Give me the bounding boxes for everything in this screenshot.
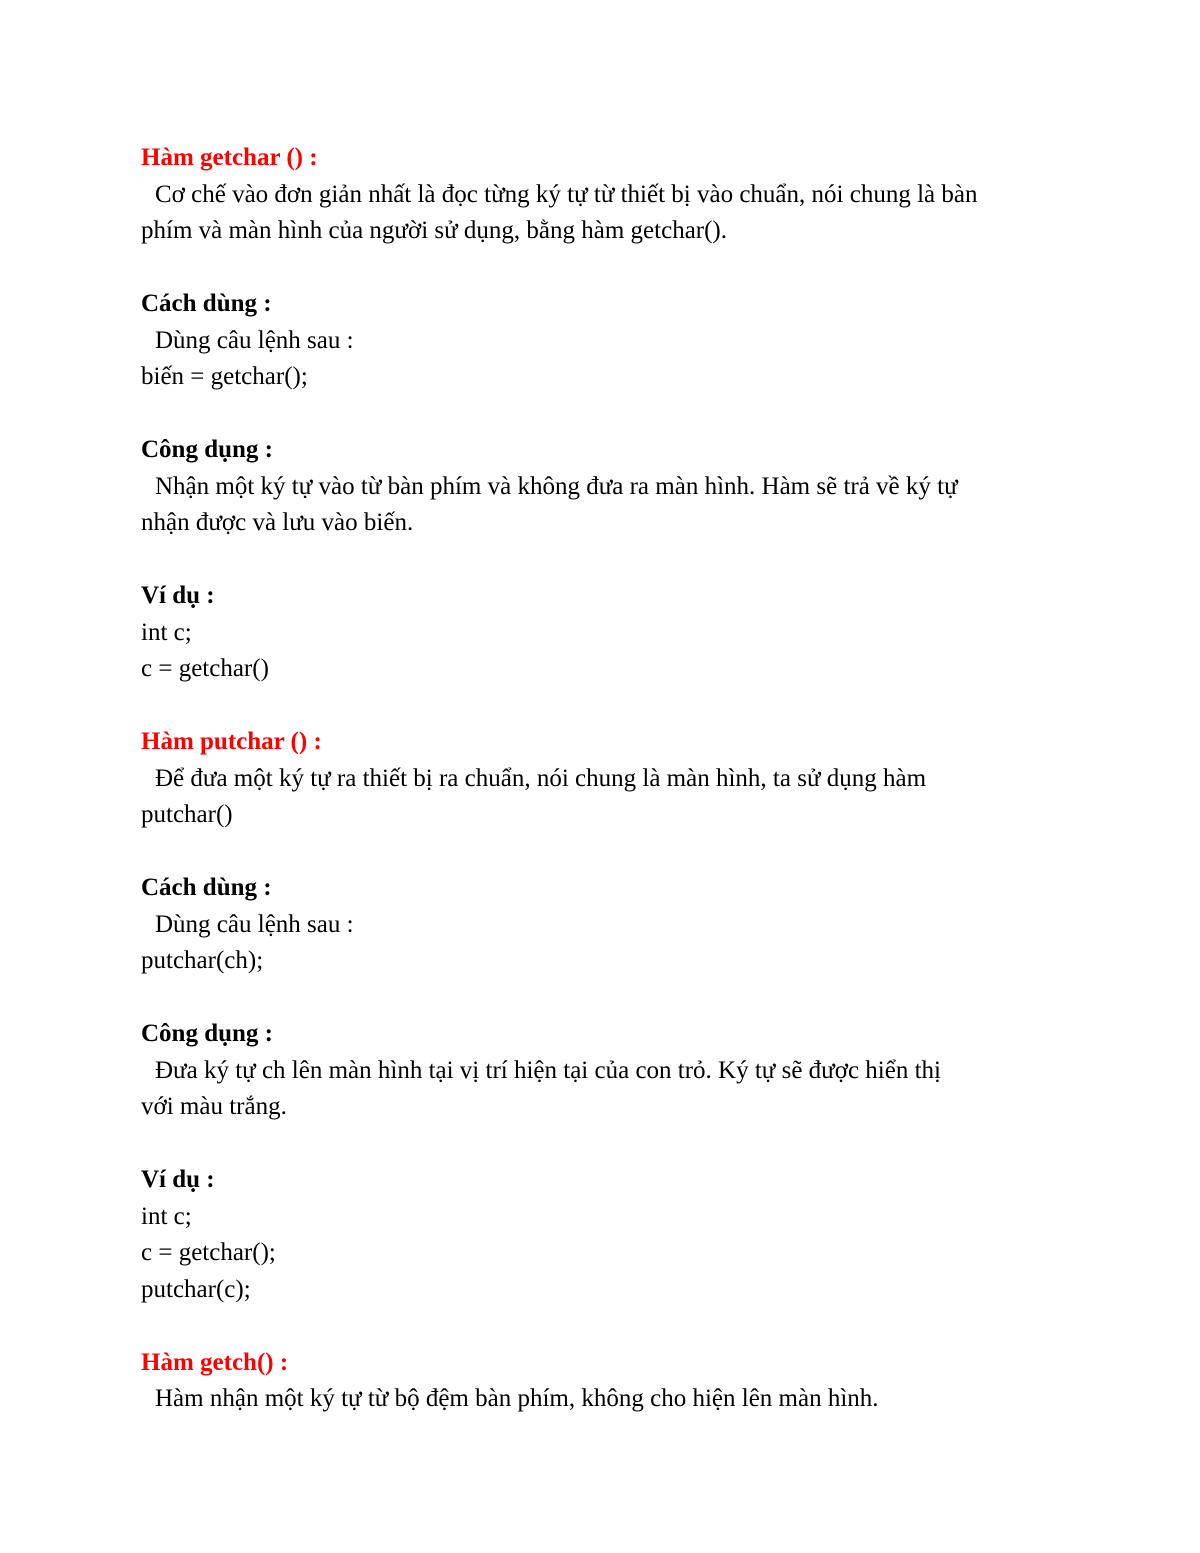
- section-putchar-example-title: Ví dụ :: [141, 1166, 215, 1193]
- spacer: [141, 542, 1081, 579]
- section-getchar-example-title: Ví dụ :: [141, 582, 215, 609]
- spacer: [141, 1308, 1081, 1345]
- section-getchar-usage-code: biến = getchar();: [141, 363, 308, 390]
- section-putchar-usage-code: putchar(ch);: [141, 947, 264, 974]
- section-getchar-purpose-title: Công dụng :: [141, 436, 273, 463]
- spacer: [141, 980, 1081, 1017]
- spacer: [141, 688, 1081, 725]
- section-getchar-purpose-line-2: nhận được và lưu vào biến.: [141, 509, 414, 536]
- section-getchar-example-line-1: int c;: [141, 618, 192, 646]
- section-putchar-example-line-2: c = getchar();: [141, 1239, 276, 1266]
- section-getchar-usage-line-1: Dùng câu lệnh sau :: [155, 326, 354, 354]
- section-putchar-example-line-3: putchar(c);: [141, 1275, 251, 1303]
- spacer: [141, 1126, 1081, 1163]
- section-getchar-title: Hàm getchar () :: [141, 144, 318, 171]
- spacer: [141, 834, 1081, 871]
- section-putchar-usage-line-1: Dùng câu lệnh sau :: [155, 910, 354, 938]
- section-getchar-purpose-line-1: Nhận một ký tự vào từ bàn phím và không đưa ra màn hình. Hàm sẽ trả về ký tự: [155, 472, 958, 500]
- section-putchar-intro-line-1: Để đưa một ký tự ra thiết bị ra chuẩn, nói chung là màn hình, ta sử dụng hàm: [155, 764, 927, 792]
- section-getchar-usage-title: Cách dùng :: [141, 290, 272, 317]
- section-getch-title: Hàm getch() :: [141, 1348, 289, 1376]
- section-putchar-example-line-1: int c;: [141, 1202, 192, 1230]
- section-putchar-purpose-title: Công dụng :: [141, 1020, 273, 1047]
- document-page: [141, 140, 1081, 1418]
- section-putchar-purpose-line-1: Đưa ký tự ch lên màn hình tại vị trí hiện tại của con trỏ. Ký tự sẽ được hiển thị: [155, 1056, 941, 1084]
- spacer: [141, 396, 1081, 433]
- section-getchar-example-line-2: c = getchar(): [141, 655, 269, 682]
- spacer: [141, 250, 1081, 287]
- section-getch-intro-line-1: Hàm nhận một ký tự từ bộ đệm bàn phím, không cho hiện lên màn hình.: [155, 1385, 879, 1412]
- section-putchar-usage-title: Cách dùng :: [141, 874, 272, 901]
- section-getchar-intro-line-2: phím và màn hình của người sử dụng, bằng hàm getchar().: [141, 217, 728, 244]
- section-putchar-title: Hàm putchar () :: [141, 728, 322, 755]
- section-putchar-purpose-line-2: với màu trắng.: [141, 1093, 287, 1120]
- section-putchar-intro-line-2: putchar(): [141, 801, 233, 828]
- section-getchar-intro-line-1: Cơ chế vào đơn giản nhất là đọc từng ký tự từ thiết bị vào chuẩn, nói chung là bàn: [155, 180, 978, 208]
